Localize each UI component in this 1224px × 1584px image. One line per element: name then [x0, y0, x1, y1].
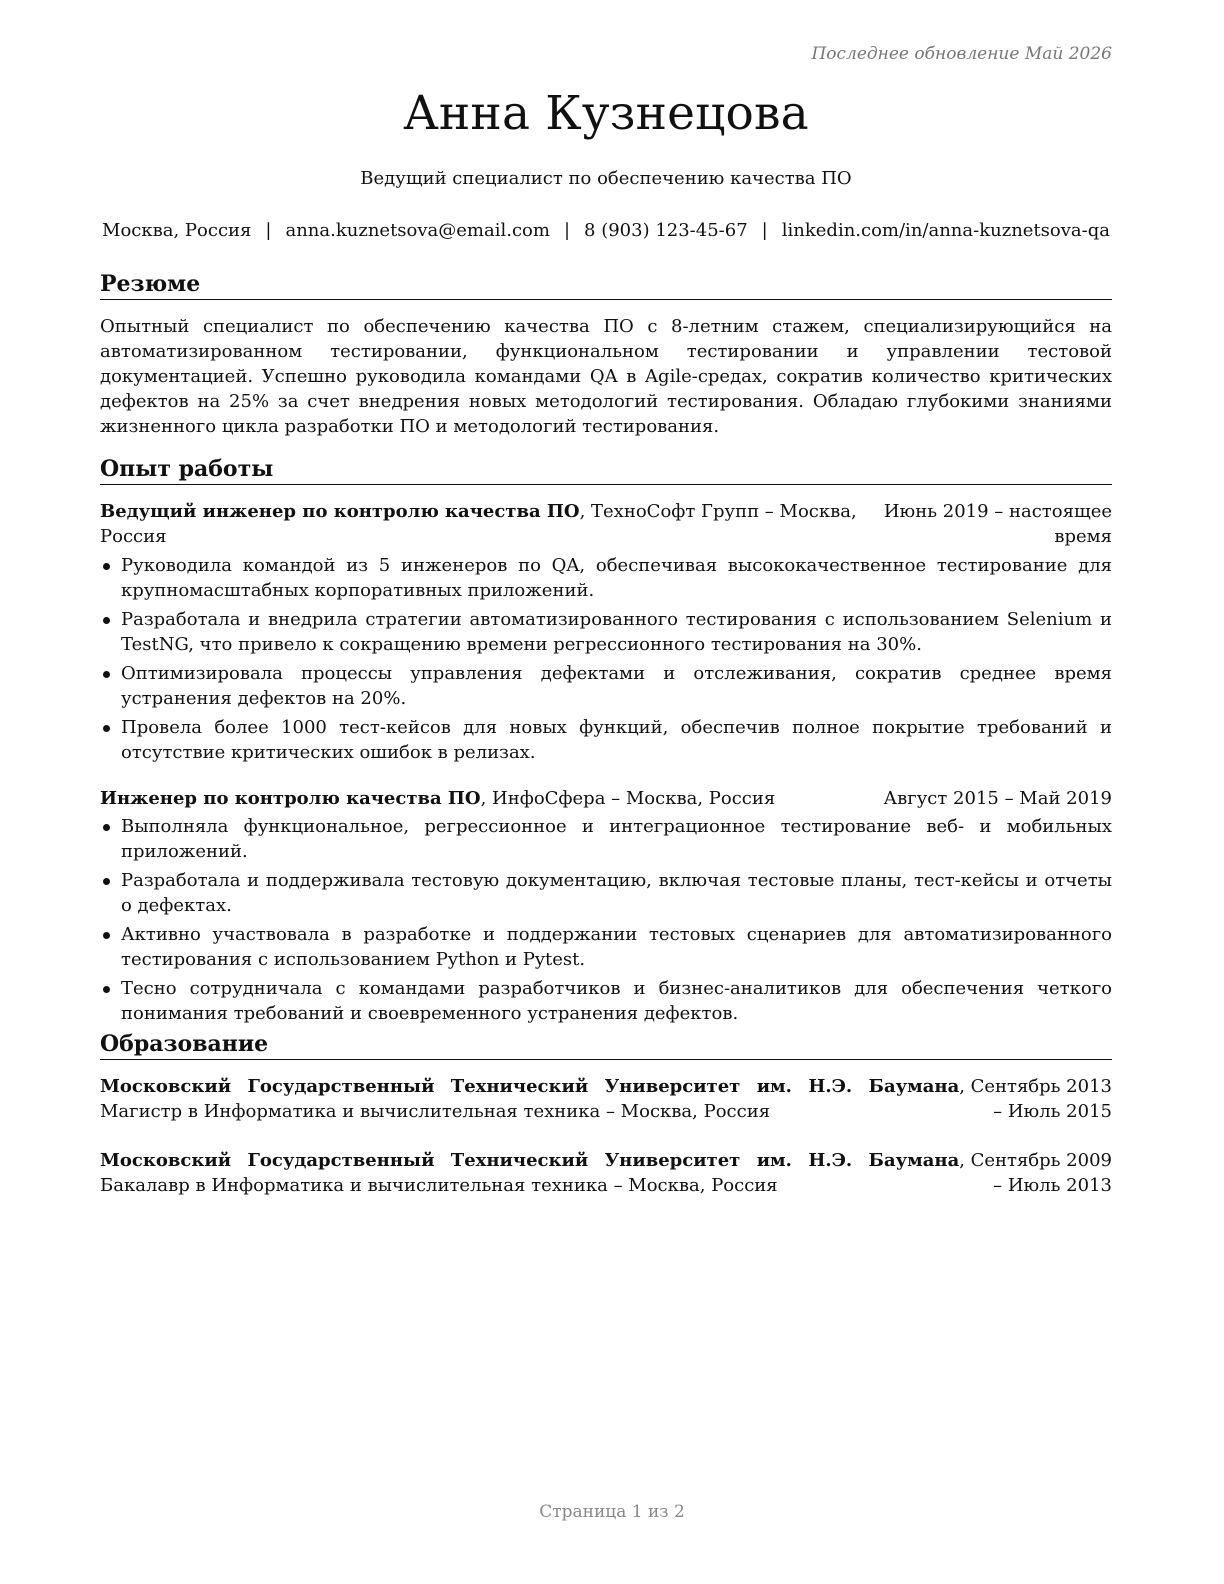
bullet-icon [103, 617, 110, 624]
list-item [100, 607, 1112, 657]
contact-phone: 8 (903) 123-45-67 [584, 220, 748, 241]
bullet-icon [103, 986, 110, 993]
education-dates: Сентябрь 2009 – Июль 2013 [970, 1150, 1112, 1196]
contact-location: Москва, Россия [102, 220, 252, 241]
bullet-icon [103, 563, 110, 570]
page-number: Страница 1 из 2 [539, 1502, 685, 1522]
bullet-icon [103, 932, 110, 939]
job-bullets [100, 553, 1112, 765]
bullet-icon [103, 878, 110, 885]
job-company: , ТехноСофт Групп – Москва, Россия [100, 501, 857, 547]
education-school: Московский Государственный Технический Университет им. Н.Э. Баумана [100, 1076, 960, 1097]
contact-separator: | [563, 220, 571, 241]
summary-text: Опытный специалист по обеспечению качества ПО с 8-летним стажем, специализирующийся на автоматизированном тестировании, функциональном тестировании и управлении тестовой документацией. Успешно руководила командами QA в Agile-средах, сократив количество критических дефектов на 25% за счет внедрения новых методологий тестирования. Обладаю глубокими знаниями жизненного цикла разработки ПО и методологий тестирования. [100, 316, 1112, 437]
education-degree: , Бакалавр в Информатика и вычислительная техника – Москва, Россия [100, 1150, 965, 1196]
contact-separator: | [761, 220, 768, 241]
education-degree: , Магистр в Информатика и вычислительная техника – Москва, Россия [100, 1076, 965, 1122]
bullet-text: Руководила командой из 5 инженеров по QA, обеспечивая высококачественное тестирование для крупномасштабных корпоративных приложений. [121, 555, 1112, 601]
education-section [100, 1030, 1112, 1198]
job-entry [100, 786, 1112, 1026]
list-item [100, 553, 1112, 603]
education-entry [100, 1074, 1112, 1124]
list-item [100, 976, 1112, 1026]
list-item [100, 715, 1112, 765]
bullet-icon [103, 671, 110, 678]
list-item [100, 661, 1112, 711]
bullet-text: Разработала и внедрила стратегии автоматизированного тестирования с использованием Selenium и TestNG, что привело к сокращению времени регрессионного тестирования на 30%. [121, 609, 1112, 655]
bullet-icon [103, 725, 110, 732]
bullet-text: Тесно сотрудничала с командами разработчиков и бизнес-аналитиков для обеспечения четкого понимания требований и своевременного устранения дефектов. [121, 978, 1112, 1024]
bullet-text: Активно участвовала в разработке и поддержании тестовых сценариев для автоматизированного тестирования с использованием Python и Pytest. [121, 924, 1112, 970]
job-bullets [100, 814, 1112, 1026]
job-entry [100, 499, 1112, 765]
contact-linkedin[interactable]: linkedin.com/in/anna-kuznetsova-qa [781, 220, 1110, 241]
job-dates: Август 2015 – Май 2019 [883, 788, 1112, 809]
contact-line [100, 220, 1112, 241]
education-entry [100, 1148, 1112, 1198]
job-header [100, 499, 1112, 549]
section-title-summary: Резюме [100, 270, 1112, 300]
summary-section [100, 270, 1112, 439]
section-title-education: Образование [100, 1030, 1112, 1060]
bullet-icon [103, 824, 110, 831]
contact-separator: | [265, 220, 272, 241]
bullet-text: Провела более 1000 тест-кейсов для новых функций, обеспечив полное покрытие требований и отсутствие критических ошибок в релизах. [121, 717, 1112, 763]
job-header [100, 786, 1112, 811]
experience-section [100, 455, 1112, 1026]
candidate-name: Анна Кузнецова [403, 86, 809, 141]
contact-email[interactable]: anna.kuznetsova@email.com [285, 220, 550, 241]
list-item [100, 922, 1112, 972]
list-item [100, 814, 1112, 864]
job-position: Инженер по контролю качества ПО [100, 788, 481, 809]
education-dates: Сентябрь 2013 – Июль 2015 [970, 1076, 1112, 1122]
candidate-title: Ведущий специалист по обеспечению качества ПО [360, 168, 852, 189]
education-school: Московский Государственный Технический Университет им. Н.Э. Баумана [100, 1150, 960, 1171]
job-dates: Июнь 2019 – настоящее время [883, 501, 1112, 547]
list-item [100, 868, 1112, 918]
last-updated: Последнее обновление Май 2026 [811, 44, 1112, 64]
job-position: Ведущий инженер по контролю качества ПО [100, 501, 580, 522]
bullet-text: Разработала и поддерживала тестовую документацию, включая тестовые планы, тест-кейсы и отчеты о дефектах. [121, 870, 1112, 916]
section-title-experience: Опыт работы [100, 455, 1112, 485]
bullet-text: Оптимизировала процессы управления дефектами и отслеживания, сократив среднее время устранения дефектов на 20%. [121, 663, 1112, 709]
bullet-text: Выполняла функциональное, регрессионное и интеграционное тестирование веб- и мобильных приложений. [121, 816, 1112, 862]
job-company: , ИнфоСфера – Москва, Россия [480, 788, 776, 809]
